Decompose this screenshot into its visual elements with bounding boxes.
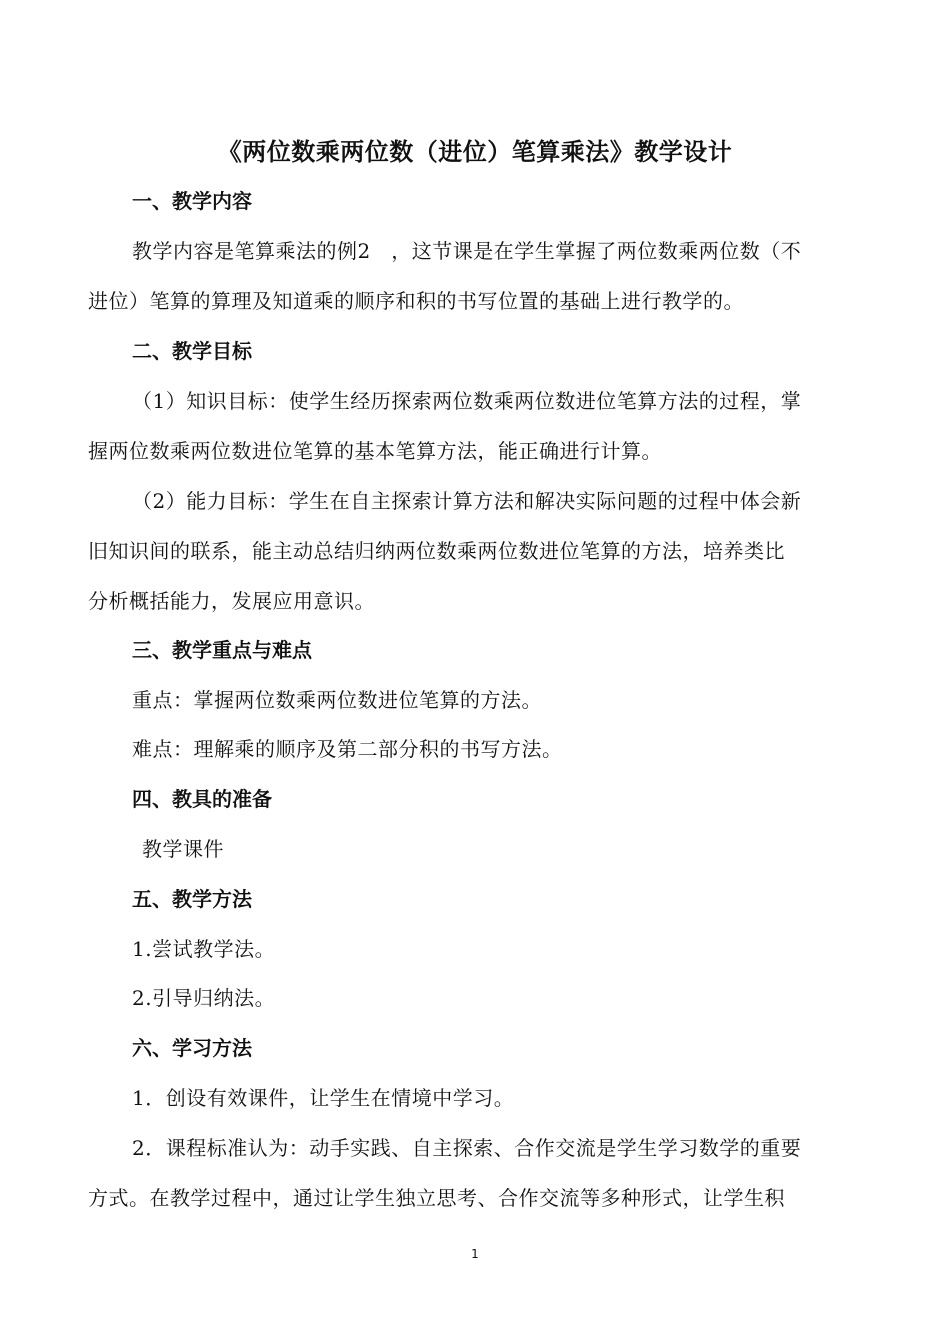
paragraph-line: 重点：掌握两位数乘两位数进位笔算的方法。 xyxy=(132,688,542,712)
section-heading-objectives: 二、教学目标 xyxy=(132,339,252,363)
paragraph-line: 难点：理解乘的顺序及第二部分积的书写方法。 xyxy=(132,737,563,761)
paragraph-line: 2.引导归纳法。 xyxy=(132,986,276,1010)
paragraph-line: 方式。在教学过程中，通过让学生独立思考、合作交流等多种形式，让学生积 xyxy=(88,1186,785,1210)
section-heading-key-points: 三、教学重点与难点 xyxy=(132,638,312,662)
paragraph-line: 2．课程标准认为：动手实践、自主探索、合作交流是学生学习数学的重要 xyxy=(132,1136,802,1160)
section-heading-materials: 四、教具的准备 xyxy=(132,787,272,811)
section-heading-learning-methods: 六、学习方法 xyxy=(132,1036,252,1060)
page-number: 1 xyxy=(471,1247,479,1261)
paragraph-line: 握两位数乘两位数进位笔算的基本笔算方法，能正确进行计算。 xyxy=(88,439,662,463)
section-heading-content: 一、教学内容 xyxy=(132,189,252,213)
paragraph-line: 旧知识间的联系，能主动总结归纳两位数乘两位数进位笔算的方法，培养类比 xyxy=(88,539,785,563)
paragraph-line: 教学内容是笔算乘法的例2 ，这节课是在学生掌握了两位数乘两位数（不 xyxy=(132,239,802,263)
section-heading-methods: 五、教学方法 xyxy=(132,887,252,911)
paragraph-line: （2）能力目标：学生在自主探索计算方法和解决实际问题的过程中体会新 xyxy=(132,489,802,513)
paragraph-line: 进位）笔算的算理及知道乘的顺序和积的书写位置的基础上进行教学的。 xyxy=(88,289,744,313)
paragraph-line: 1．创设有效课件，让学生在情境中学习。 xyxy=(132,1086,515,1110)
paragraph-line: 教学课件 xyxy=(142,837,224,861)
paragraph-line: 分析概括能力，发展应用意识。 xyxy=(88,589,375,613)
document-title: 《两位数乘两位数（进位）笔算乘法》教学设计 xyxy=(217,138,733,166)
paragraph-line: 1.尝试教学法。 xyxy=(132,937,276,961)
paragraph-line: （1）知识目标：使学生经历探索两位数乘两位数进位笔算方法的过程，掌 xyxy=(132,389,802,413)
